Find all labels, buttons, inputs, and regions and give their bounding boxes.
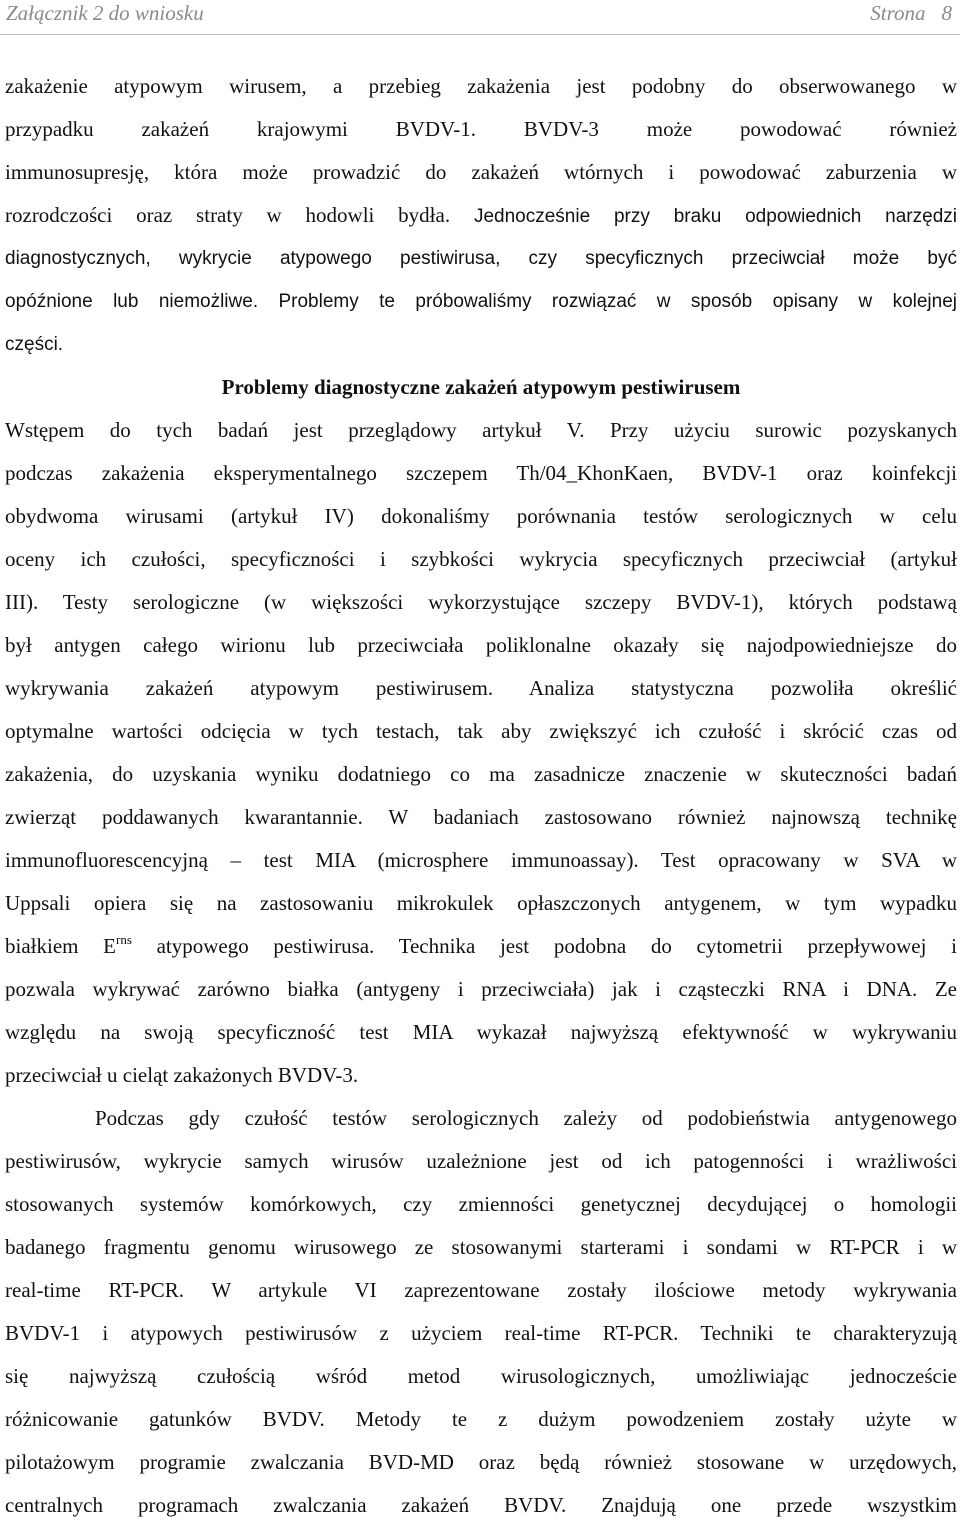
text-line: Podczas gdy czułość testów serologicznych zależy od podobieństwia antygenowego [95,1106,957,1130]
page-number-label [870,1,952,26]
text-segment: atypowego pestiwirusa. Technika jest podobna do cytometrii przepływowej i [131,934,957,958]
body-text [5,65,957,1527]
text-line: zakażenie atypowym wirusem, a przebieg zakażenia jest podobny do obserwowanego w [5,74,957,98]
text-line: zakażenia, do uzyskania wyniku dodatniego co ma zasadnicze znaczenie w skuteczności badań [5,762,957,786]
text-segment: białkiem E [5,934,116,958]
text-segment: Jednocześnie przy braku odpowiednich narzędzi [450,206,957,227]
text-line: optymalne wartości odcięcia w tych testach, tak aby zwiększyć ich czułość i skrócić czas od [5,719,957,743]
text-line [5,194,957,237]
text-line: oceny ich czułości, specyficzności i szybkości wykrycia specyficznych przeciwciał (artykuł [5,547,957,571]
text-line: przypadku zakażeń krajowymi BVDV-1. BVDV-3 może powodować również [5,117,957,141]
superscript: rns [116,932,132,947]
page-header [0,0,960,35]
page-label: Strona [870,1,926,25]
text-line: real-time RT-PCR. W artykule VI zaprezentowane zostały ilościowe metody wykrywania [5,1278,957,1302]
text-line: był antygen całego wirionu lub przeciwciała poliklonalne okazały się najodpowiedniejsze do [5,633,957,657]
text-line: części. [5,334,64,355]
text-line: względu na swoją specyficzność test MIA wykazał najwyższą efektywność w wykrywaniu [5,1020,957,1044]
text-line: centralnych programach zwalczania zakażeń BVDV. Znajdują one przede wszystkim [5,1493,957,1517]
text-line: wykrywania zakażeń atypowym pestiwirusem. Analiza statystyczna pozwoliła określić [5,676,957,700]
text-line: pestiwirusów, wykrycie samych wirusów uzależnione jest od ich patogenności i wrażliwości [5,1149,957,1173]
text-line: zwierząt poddawanych kwarantannie. W badaniach zastosowano również najnowszą technikę [5,805,957,829]
text-segment: rozrodczości oraz straty w hodowli bydła. [5,203,451,227]
section-heading: Problemy diagnostyczne zakażeń atypowym pestiwirusem [221,375,741,399]
text-line: III). Testy serologiczne (w większości wykorzystujące szczepy BVDV-1), których podstawą [5,590,957,614]
text-line: immunofluorescencyjną – test MIA (microsphere immunoassay). Test opracowany w SVA w [5,848,957,872]
text-line: przeciwciał u cieląt zakażonych BVDV-3. [5,1063,359,1087]
text-line: badanego fragmentu genomu wirusowego ze stosowanymi starterami i sondami w RT-PCR i w [5,1235,957,1259]
text-line: stosowanych systemów komórkowych, czy zmienności genetycznej decydującej o homologii [5,1192,957,1216]
text-line: diagnostycznych, wykrycie atypowego pestiwirusa, czy specyficznych przeciwciał może być [5,248,957,269]
text-line: obydwoma wirusami (artykuł IV) dokonaliśmy porównania testów serologicznych w celu [5,504,957,528]
text-line: opóźnione lub niemożliwe. Problemy te próbowaliśmy rozwiązać w sposób opisany w kolejnej [5,291,957,312]
header-title: Załącznik 2 do wniosku [6,1,204,25]
text-line: immunosupresję, która może prowadzić do zakażeń wtórnych i powodować zaburzenia w [5,160,957,184]
text-line: się najwyższą czułością wśród metod wirusologicznych, umożliwiając jednoczeście [5,1364,957,1388]
text-line: BVDV-1 i atypowych pestiwirusów z użyciem real-time RT-PCR. Techniki te charakteryzują [5,1321,957,1345]
page-number: 8 [941,1,952,25]
text-line: różnicowanie gatunków BVDV. Metody te z dużym powodzeniem zostały użyte w [5,1407,957,1431]
text-line: Wstępem do tych badań jest przeglądowy artykuł V. Przy użyciu surowic pozyskanych [5,418,957,442]
text-line [5,925,957,968]
text-line: pozwala wykrywać zarówno białka (antygeny i przeciwciała) jak i cząsteczki RNA i DNA. Ze [5,977,957,1001]
text-line: podczas zakażenia eksperymentalnego szczepem Th/04_KhonKaen, BVDV-1 oraz koinfekcji [5,461,957,485]
text-line: pilotażowym programie zwalczania BVD-MD oraz będą również stosowane w urzędowych, [5,1450,957,1474]
text-line: Uppsali opiera się na zastosowaniu mikrokulek opłaszczonych antygenem, w tym wypadku [5,891,957,915]
